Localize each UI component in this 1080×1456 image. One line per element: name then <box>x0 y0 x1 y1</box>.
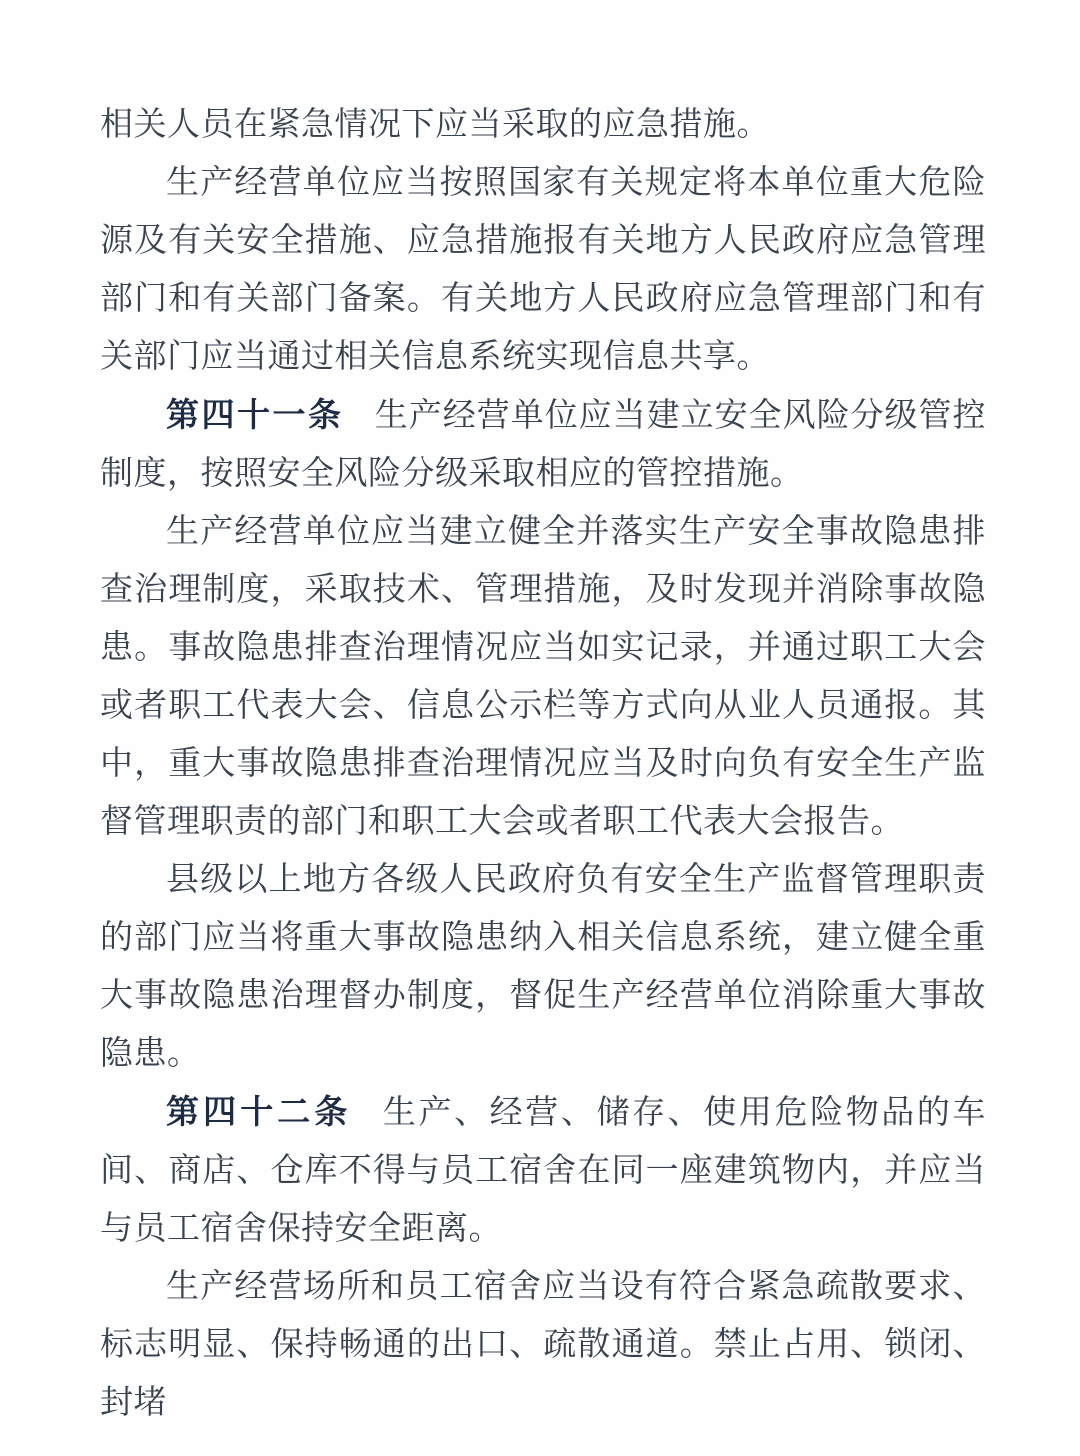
paragraph-article-42 <box>100 1083 986 1258</box>
paragraph-article-41 <box>100 386 986 503</box>
article-number: 第四十二条 <box>166 1093 352 1130</box>
paragraph-text: 生产经营单位应当建立健全并落实生产安全事故隐患排查治理制度，采取技术、管理措施，及时发现并消除事故隐患。事故隐患排查治理情况应当如实记录，并通过职工大会或者职工代表大会、信息公示栏等方式向从业人员通报。其中，重大事故隐患排查治理情况应当及时向负有安全生产监督管理职责的部门和职工大会或者职工代表大会报告。 <box>100 514 986 840</box>
paragraph <box>100 96 986 154</box>
paragraph-text: 相关人员在紧急情况下应当采取的应急措施。 <box>100 107 770 143</box>
paragraph <box>100 154 986 386</box>
document-body <box>100 96 986 1432</box>
paragraph <box>100 851 986 1083</box>
paragraph-text: 生产经营单位应当按照国家有关规定将本单位重大危险源及有关安全措施、应急措施报有关地方人民政府应急管理部门和有关部门备案。有关地方人民政府应急管理部门和有关部门应当通过相关信息系统实现信息共享。 <box>100 165 986 375</box>
paragraph <box>100 503 986 851</box>
paragraph-text: 县级以上地方各级人民政府负有安全生产监督管理职责的部门应当将重大事故隐患纳入相关信息系统，建立健全重大事故隐患治理督办制度，督促生产经营单位消除重大事故隐患。 <box>100 862 986 1072</box>
paragraph-text: 生产经营场所和员工宿舍应当设有符合紧急疏散要求、标志明显、保持畅通的出口、疏散通道。禁止占用、锁闭、封堵 <box>100 1269 986 1421</box>
paragraph-text: 生产经营单位应当建立安全风险分级管控制度，按照安全风险分级采取相应的管控措施。 <box>100 398 986 492</box>
article-number: 第四十一条 <box>166 396 344 433</box>
paragraph-text: 生产、经营、储存、使用危险物品的车间、商店、仓库不得与员工宿舍在同一座建筑物内，并应当与员工宿舍保持安全距离。 <box>100 1095 987 1247</box>
paragraph <box>100 1258 986 1432</box>
